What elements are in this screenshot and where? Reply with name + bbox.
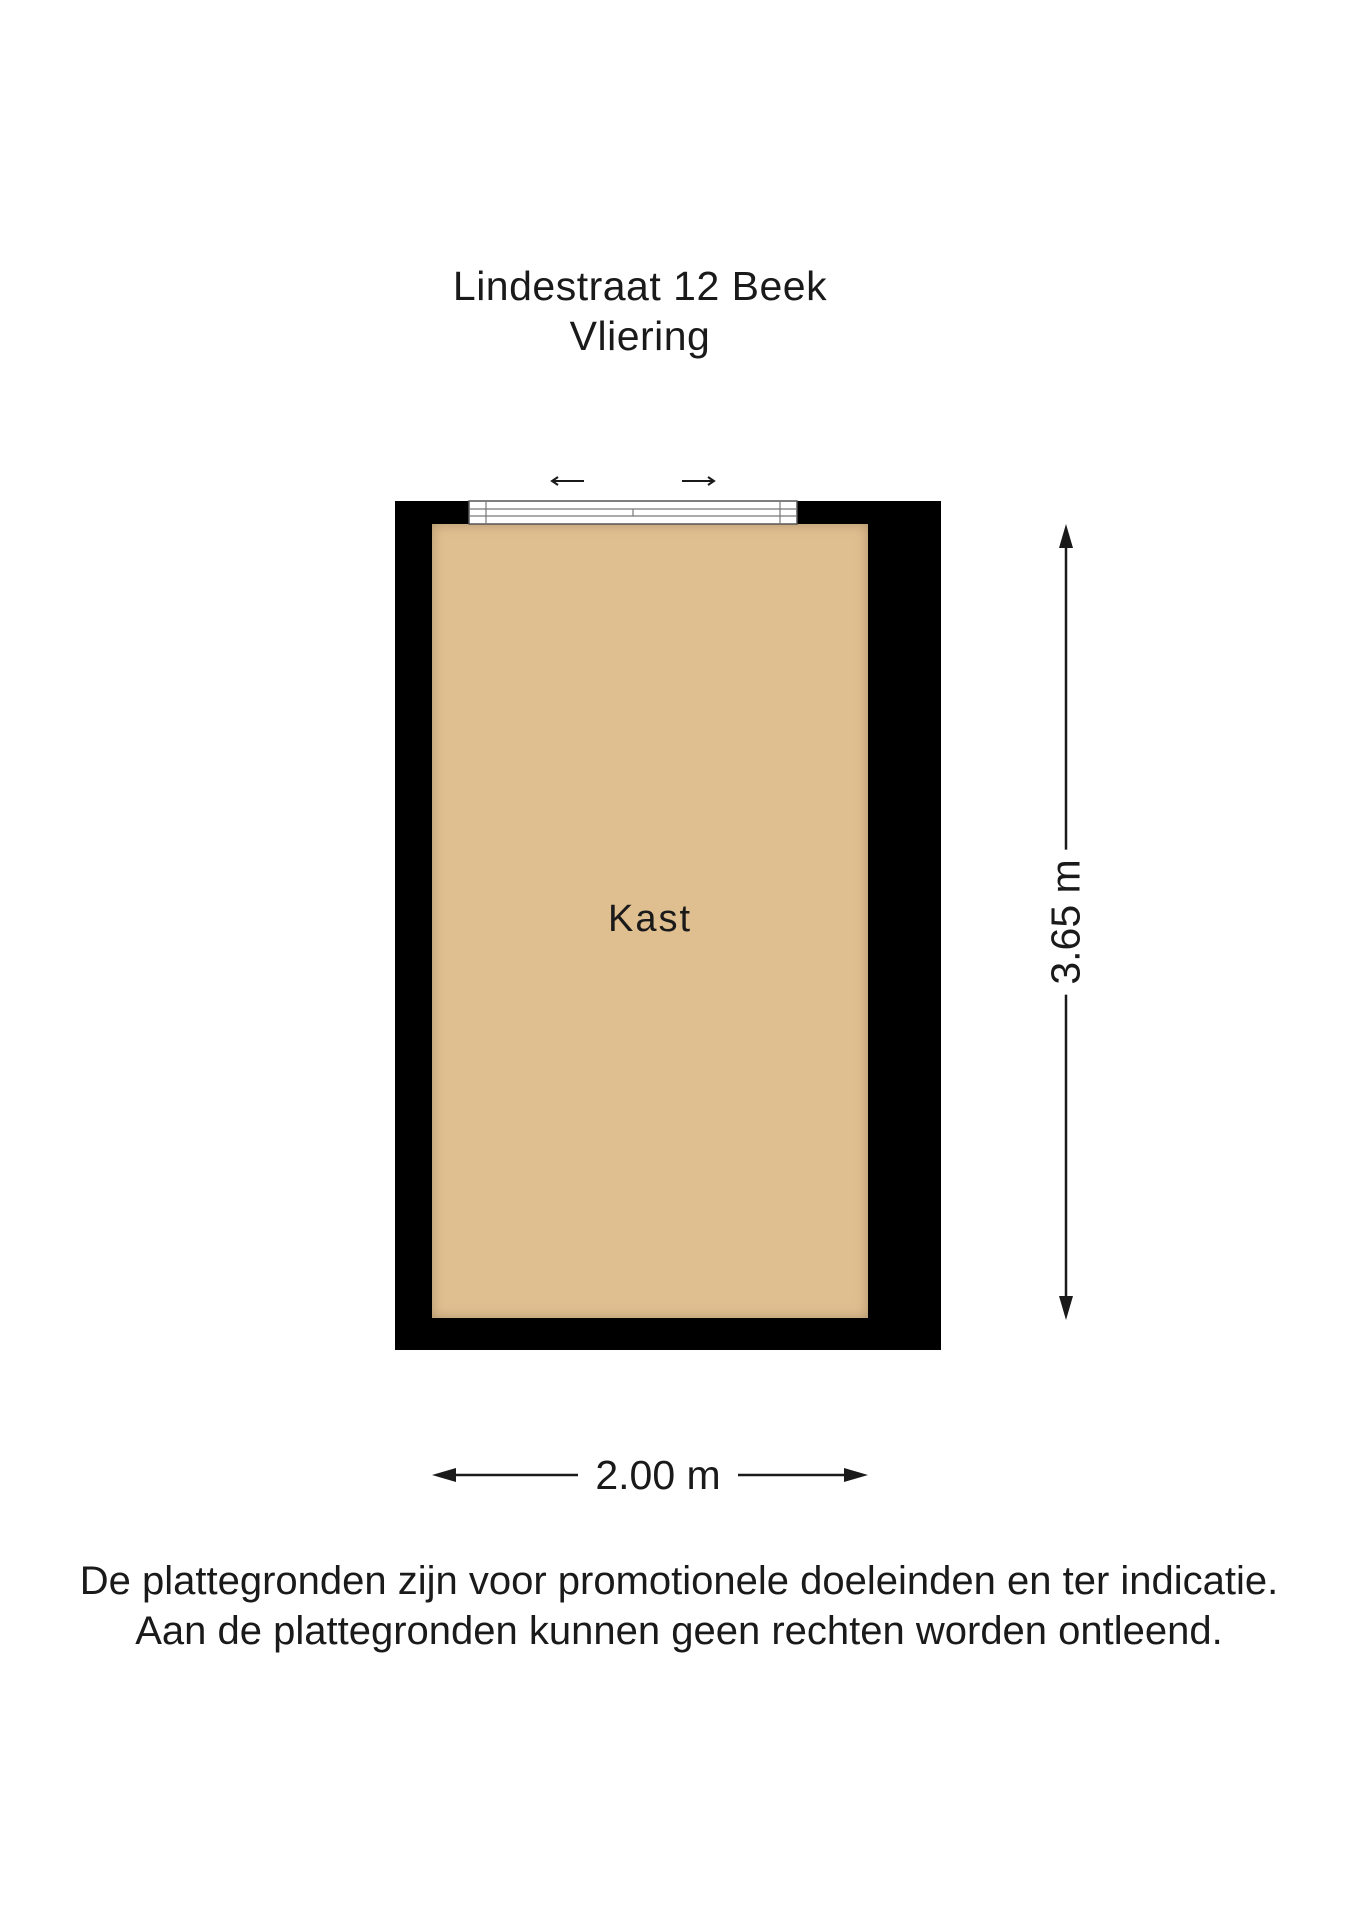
- address-title: Lindestraat 12 Beek: [452, 263, 828, 309]
- room-label-kast: Kast: [607, 898, 693, 940]
- disclaimer-line-2: Aan de plattegronden kunnen geen rechten worden ontleend.: [135, 1609, 1223, 1653]
- depth-dimension-label: 3.65 m: [1043, 849, 1090, 994]
- disclaimer-line-1: De plattegronden zijn voor promotionele doeleinden en ter indicatie.: [79, 1559, 1279, 1603]
- window: [469, 501, 797, 524]
- window-slide-arrows: [552, 477, 714, 485]
- width-dimension-label: 2.00 m: [578, 1451, 738, 1499]
- floor-title: Vliering: [569, 313, 711, 359]
